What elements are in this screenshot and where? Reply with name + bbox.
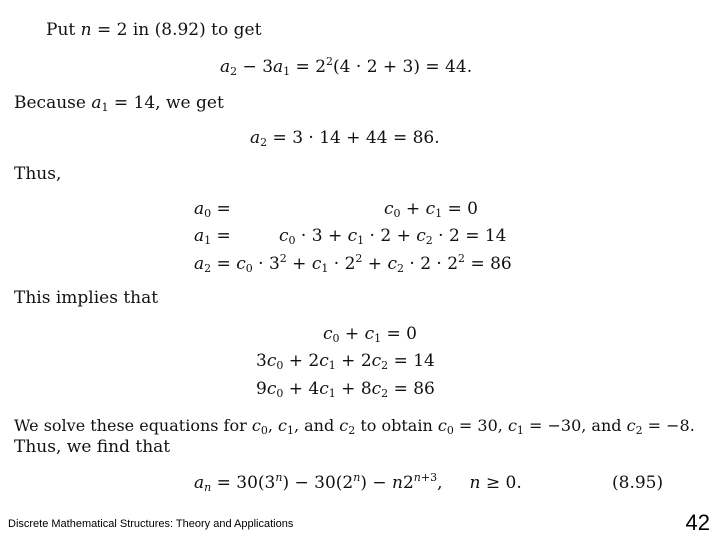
sys1-row-a0: $a_0$ =	[194, 199, 231, 220]
page-number: 42	[685, 510, 710, 535]
text-because: Because $a_1 = 14$, we get	[14, 93, 224, 114]
sys2-row-1: $c_0 + c_1 = 0$	[323, 324, 417, 345]
sys1-row-a2: $a_2 = c_0 \cdot 3^2 + c_1 \cdot 2^2 + c_2 \cdot 2 \cdot 2^2 = 86$	[194, 252, 512, 275]
equation-a2-value: $a_2 = 3 \cdot 14 + 44 = 86$.	[250, 128, 440, 149]
equation-final: $a_n = 30(3^n) - 30(2^n) - n2^{n+3}$, n ≥ 0.	[194, 471, 522, 494]
text-solve: We solve these equations for $c_0$, $c_1$, and $c_2$ to obtain $c_0 = 30$, $c_1 = -30$, and $c_2 = -8$.	[14, 416, 695, 437]
text-implies: This implies that	[14, 288, 159, 308]
slide: Put n = 2 in (8.92) to get $a_2 - 3a_1 = 2^2(4 \cdot 2 + 3) = 44$. Because $a_1 = 14$, we get $a_2 = 3 \cdot 14 + 44 = 86$. Thus, $a_0$ = $c_0 + c_1 = 0$ $a_1$ = $c_0 \cdot 3 + c_1 \cdot 2 + c_2 \cdot 2 = 14$ $a_2 = c_0 \cdot 3^2 + c_1 \cdot 2^2 + c_2 \cdot 2 \cdot 2^2 = 86$ This implies that $c_0 + c_1 = 0$ $3c_0 + 2c_1 + 2c_2 = 14$ $9c_0 + 4c_1 + 8c_2 = 86$ We solve these equations for $c_0$, $c_1$, and $c_2$ to obtain $c_0 = 30$, $c_1 = -30$, and $c_2 = -8$. Thus, we find that $a_n = 30(3^n) - 30(2^n) - n2^{n+3}$, n ≥ 0. (8.95) Discrete Mathematical Structures: Theory and Applications 42	[8, 20, 710, 535]
text-put-n: Put n = 2 in (8.92) to get	[46, 20, 262, 40]
equation-number: (8.95)	[612, 473, 664, 493]
footer-book-title: Discrete Mathematical Structures: Theory and Applications	[8, 518, 294, 530]
equation-a2-minus-3a1: $a_2 - 3a_1 = 2^2(4 \cdot 2 + 3) = 44$.	[220, 55, 473, 78]
sys1-row-a1: $a_1$ =	[194, 226, 231, 247]
text-find: Thus, we find that	[14, 437, 171, 457]
text-thus: Thus,	[14, 164, 62, 184]
sys2-row-3: $9c_0 + 4c_1 + 8c_2 = 86$	[256, 379, 435, 400]
sys2-row-2: $3c_0 + 2c_1 + 2c_2 = 14$	[256, 351, 435, 372]
